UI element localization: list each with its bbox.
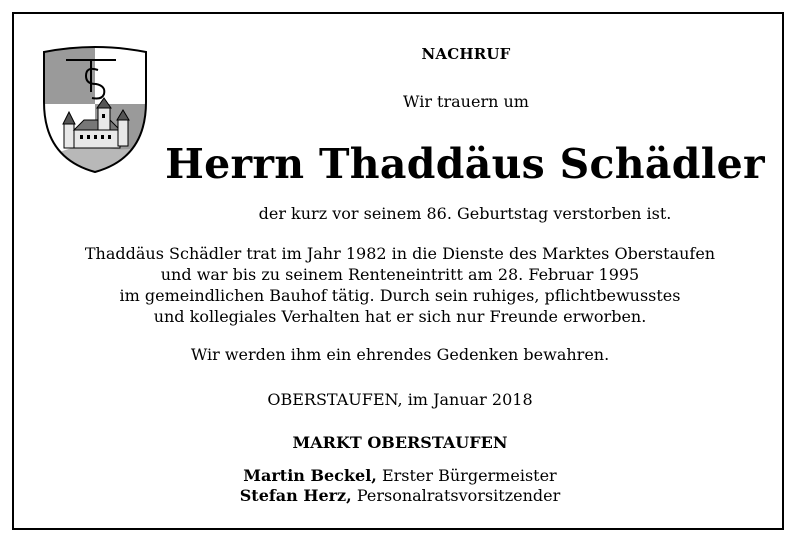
signatory-role: Personalratsvorsitzender <box>356 486 561 505</box>
organization-name: MARKT OBERSTAUFEN <box>292 433 508 452</box>
signatory-name: Martin Beckel, <box>243 466 377 485</box>
intro-line: Wir trauern um <box>403 92 529 111</box>
biography-line: und kollegiales Verhalten hat er sich nur Freunde erworben. <box>153 307 647 326</box>
signatory-row <box>0 486 800 506</box>
signatories <box>0 466 800 506</box>
remembrance-line: Wir werden ihm ein ehrendes Gedenken bewahren. <box>190 345 610 364</box>
biography-line: und war bis zu seinem Renteneintritt am 28. Februar 1995 <box>160 265 640 284</box>
obituary-heading: NACHRUF <box>421 45 511 63</box>
coat-of-arms-icon <box>36 40 154 175</box>
signatory-row <box>0 466 800 486</box>
signatory-role: Erster Bürgermeister <box>381 466 557 485</box>
biography-line: im gemeindlichen Bauhof tätig. Durch sein ruhiges, pflichtbewusstes <box>119 286 681 305</box>
deceased-name: Herrn Thaddäus Schädler <box>165 140 765 188</box>
biography-paragraph <box>0 243 800 327</box>
death-note: der kurz vor seinem 86. Geburtstag verstorben ist. <box>258 204 672 223</box>
biography-line: Thaddäus Schädler trat im Jahr 1982 in die Dienste des Marktes Oberstaufen <box>84 244 716 263</box>
dateline: OBERSTAUFEN, im Januar 2018 <box>267 390 533 409</box>
signatory-name: Stefan Herz, <box>239 486 352 505</box>
